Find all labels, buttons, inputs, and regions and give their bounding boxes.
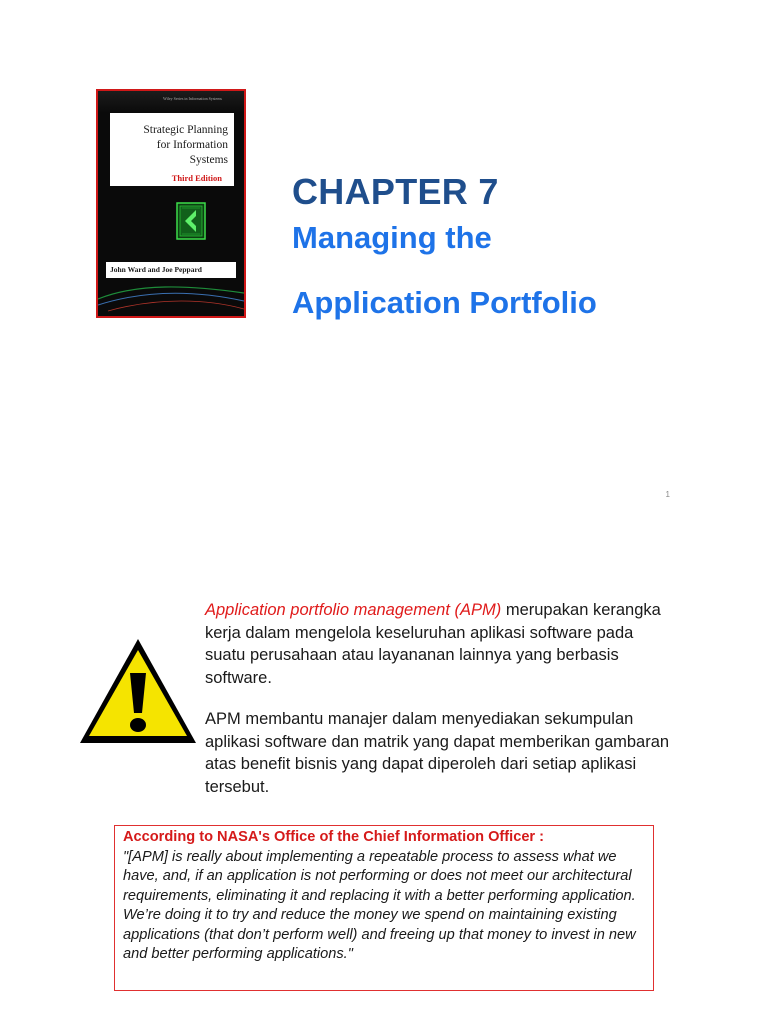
warning-icon [76, 635, 200, 747]
book-cover-top-strip [98, 91, 244, 113]
nasa-quote-box [114, 825, 654, 991]
chapter-title-line2: Application Portfolio [292, 285, 597, 320]
book-authors: John Ward and Joe Peppard [106, 262, 236, 278]
apm-term: Application portfolio management (APM) [205, 601, 502, 619]
chapter-heading: CHAPTER 7 [292, 171, 499, 212]
apm-definition-paragraph [205, 599, 675, 689]
chapter-title-line1: Managing the [292, 220, 492, 255]
book-logo-icon [176, 202, 206, 240]
quote-heading: According to NASA's Office of the Chief Information Officer : [123, 829, 545, 845]
book-cover-image [96, 89, 246, 318]
book-series-label: Wiley Series in Information Systems [163, 96, 222, 101]
apm-definition-text: merupakan kerangka kerja dalam mengelola keseluruhan aplikasi software pada suatu perusahaan atau layananan lainnya yang berbasis software. [205, 601, 661, 687]
apm-benefit-paragraph: APM membantu manajer dalam menyediakan sekumpulan aplikasi software dan matrik yang dapat memberikan gambaran atas benefit bisnis yang dapat diperoleh dari setiap aplikasi tersebut. [205, 710, 670, 796]
book-title: Strategic Planning for Information Systems [110, 113, 234, 179]
quote-body: "[APM] is really about implementing a repeatable process to assess what we have, and, if an application is not performing or does not meet our architectural requirements, eliminating it and replacing it with a better performing application. We’re doing it to try and reduce the money we spend on maintaining existing applications (that don’t perform well) and freeing up that money to invest in new and better performing applications." [123, 848, 636, 962]
slide-number: 1 [665, 490, 670, 499]
book-swoosh-decoration [98, 279, 244, 315]
book-edition: Third Edition [171, 173, 222, 183]
